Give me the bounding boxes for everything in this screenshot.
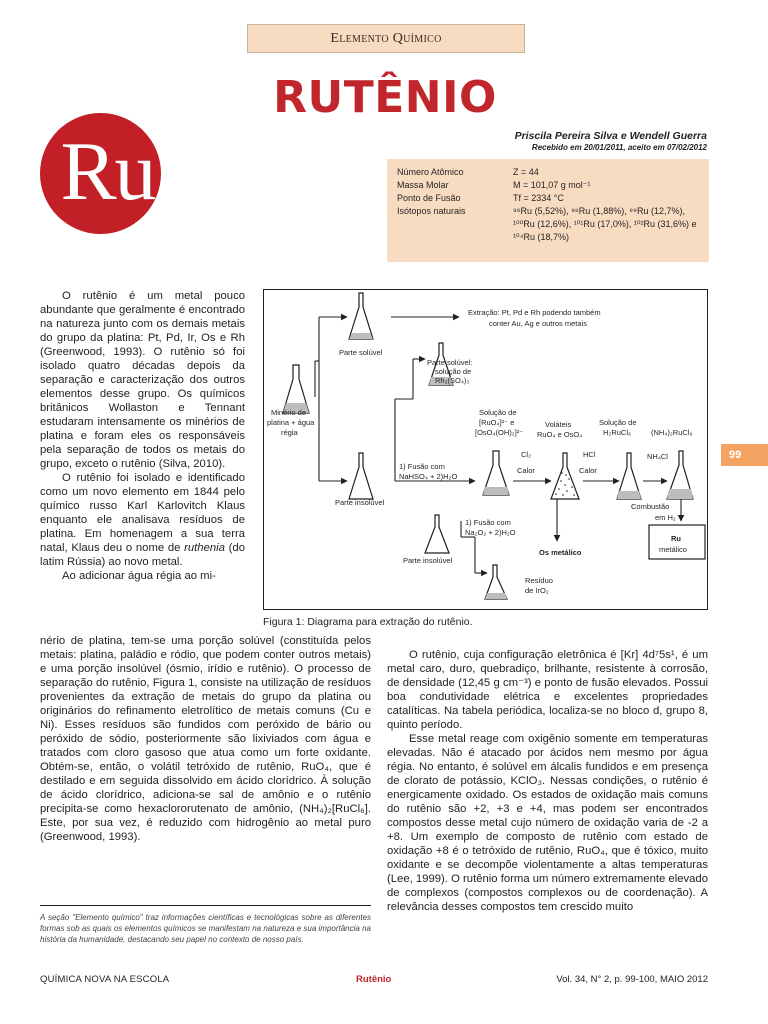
diagram-label: HCl (583, 450, 596, 459)
diagram-label: régia (281, 428, 298, 437)
diagram-label: Voláteis (545, 420, 572, 429)
diagram-label: Solução de (599, 418, 637, 427)
flask-fill (617, 491, 641, 499)
property-label: Ponto de Fusão (397, 193, 461, 203)
page-number-tab: 99 (721, 444, 768, 466)
diagram-label: Cl₂ (521, 450, 531, 459)
diagram-label: Parte solúvel: (427, 358, 473, 367)
diagram-label: Na₂O₂ + 2)H₂O (465, 528, 516, 537)
property-value: Tf = 2334 °C (513, 193, 564, 203)
properties-box (387, 159, 709, 262)
received-date: Recebido em 20/01/2011, aceito em 07/02/2012 (531, 143, 707, 152)
property-row (397, 205, 699, 244)
footer-journal: QUÍMICA NOVA NA ESCOLA (40, 974, 170, 985)
section-label: Elemento Químico (330, 31, 442, 46)
extraction-diagram (263, 289, 708, 610)
column-1-text (40, 289, 245, 583)
diagram-label: Parte insolúvel (403, 556, 453, 565)
property-value: M = 101,07 g mol⁻¹ (513, 180, 591, 190)
diagram-label: de IrO₂ (525, 586, 549, 595)
diagram-label: H₂RuCl₆ (603, 428, 632, 437)
footer-section: Rutênio (356, 974, 392, 985)
text-run: O rutênio foi isolado e identificado como um novo elemento em 1844 pelo químico russo Karl Karlovitch Klaus enquanto ele analisava resíduos de platina. Em homenagem a sua terra natal, Klaus deu o nome de (40, 472, 245, 554)
paragraph: Esse metal reage com oxigênio somente em temperaturas elevadas. Não é atacado por ácidos nem mesmo por água régia. No entanto, é solúvel em álcalis fundidos e em presença de clorato de potássio, KClO₃. Nessas condições, o rutênio é energicamente oxidado. Os estados de oxidação mais comuns do rutênio são +2, +3 e +4, mas podem ser encontrados compostos desse metal cujo número de oxidação varia de -2 a +8. Um exemplo de composto de rutênio com estado de oxidação +8 é o tetróxido de rutênio, RuO₄, que é tóxico, muito oxidante e se decompõe violentamente a altas temperaturas (Lee, 1999). O rutênio forma um número extremamente elevado de complexos (compostos complexos ou de coordenação). A relevância desses compostos tem crescido muito (387, 733, 708, 913)
diagram-label: 1) Fusão com (399, 462, 445, 471)
footnote: A seção "Elemento químico" traz informações científicas e tecnológicas sobre as diferentes formas sob as quais os elementos químicos se manifestam na natureza e sua importância na história da humanidade, destacando seu papel no contexto de nosso país. (40, 913, 371, 944)
property-label: Número Atômico (397, 167, 464, 177)
diagram-label: NH₄Cl (647, 452, 668, 461)
flask-insoluble-1 (349, 453, 373, 499)
property-value: ⁹⁶Ru (5,52%), ⁹⁸Ru (1,88%), ⁹⁹Ru (12,7%), ¹⁰⁰Ru (12,6%), ¹⁰¹Ru (17,0%), ¹⁰²Ru (31,6%) e ¹⁰⁴Ru (18,7%) (513, 206, 697, 242)
diagram-label: RuO₄ e OsO₄ (537, 430, 583, 439)
property-value: Z = 44 (513, 167, 539, 177)
diagram-label: [RuO₄]²⁻ e (479, 418, 515, 427)
flask-volatiles (551, 453, 579, 499)
diagram-label: Resíduo (525, 576, 553, 585)
diagram-label: NaHSO₄ + 2)H₂O (399, 472, 458, 481)
paragraph: nério de platina, tem-se uma porção solúvel (constituída pelos metais: platina, paládio e ródio, que podem conter outros metais) e uma porção insolúvel (ósmio, irídio e rutênio). O processo de separação do rutênio, Figura 1, consiste na utilização de resíduos provenientes da extração de metais do grupo da platina ou originários do refinamento eletrolítico de metais comuns (Cu e Ni). Esses resíduos são fundidos com peróxido de bário ou peróxido de sódio, posteriormente são lixiviados com água e tratados com cloro gasoso que atua como um forte oxidante. Obtém-se, então, o volátil tetróxido de rutênio, RuO₄, que é destilado e em seguida dissolvido em ácido clorídrico. À solução de ácido clorídrico, adiciona-se sal de amônio e o rutênio precipita-se como hexaclororutenato de amônio, (NH₄)₂[RuCl₆]. Este, por sua vez, é reduzido com hidrogênio ao metal puro (Greenwood, 1993). (40, 635, 371, 843)
diagram-label: Calor (579, 466, 597, 475)
footnote-divider (40, 905, 371, 906)
figure-caption: Figura 1: Diagrama para extração do rutênio. (263, 616, 473, 628)
diagram-label: Os metálico (539, 548, 582, 557)
diagram-label: Rh₂(SO₄)₃ (435, 376, 470, 385)
text-run: (do latim Rússia) ao novo metal. (40, 542, 245, 568)
diagram-label: Parte solúvel (339, 348, 383, 357)
column-1-continued (40, 634, 371, 844)
diagram-label: solução de (435, 367, 472, 376)
diagram-label: (NH₄)₂RuCl₆ (651, 428, 693, 437)
paragraph: Ao adicionar água régia ao mi- (62, 570, 216, 582)
footer-citation: Vol. 34, N° 2, p. 99-100, MAIO 2012 (556, 974, 708, 985)
column-2-text (387, 648, 708, 914)
flask-fill (667, 489, 693, 499)
flask-soluble (349, 293, 373, 339)
diagram-label: Calor (517, 466, 535, 475)
property-row (397, 192, 699, 205)
property-label: Massa Molar (397, 180, 449, 190)
diagram-label: Extração: Pt, Pd e Rh podendo também (468, 308, 601, 317)
authors: Priscila Pereira Silva e Wendell Guerra (514, 130, 707, 142)
diagram-label: conter Au, Ag e outros metais (489, 319, 587, 328)
diagram-label: platina + água (267, 418, 315, 427)
diagram-label: metálico (659, 545, 687, 554)
diagram-label: Solução de (479, 408, 517, 417)
diagram-label: Minério de (271, 408, 307, 417)
paragraph (40, 471, 245, 569)
paragraph: O rutênio, cuja configuração eletrônica é [Kr] 4d⁷5s¹, é um metal caro, duro, quebradiço, brilhante, resistente à corrosão, de densidade (12,45 g cm⁻³) e ponto de fusão elevados. Possui boa condutividade elétrica e excelentes propriedades catalíticas. Na tabela periódica, localiza-se no bloco d, grupo 8, quinto período. (387, 649, 708, 731)
diagram-label: Ru (671, 534, 681, 543)
element-symbol: Ru (60, 125, 155, 218)
section-header (247, 24, 525, 53)
diagram-label: em H₂ (655, 513, 676, 522)
property-row (397, 166, 699, 179)
diagram-label: 1) Fusão com (465, 518, 511, 527)
diagram-label: [OsO₄(OH)₂]²⁻ (475, 428, 524, 437)
property-label: Isótopos naturais (397, 206, 466, 216)
diagram-label: Combustão (631, 502, 670, 511)
flask-fill (485, 593, 507, 599)
latin-term: ruthenia (184, 542, 225, 554)
article-title: RUTÊNIO (273, 72, 497, 123)
property-row (397, 179, 699, 192)
flask-fill (349, 333, 373, 339)
diagram-label: Parte insolúvel (335, 498, 385, 507)
paragraph: O rutênio é um metal pouco abundante que geralmente é encontrado na natureza junto com os demais metais do grupo da platina: Pt, Pd, Ir, Os e Rh (Greenwood, 1993). O rutênio só foi isolado quatro décadas depois da separação e caracterização dos outros elementos desse grupo. Os químicos britânicos Wollaston e Tennant estudaram intensamente os minérios de platina e foram eles os responsáveis pela separação de todos os metais do grupo, exceto o rutênio (Silva, 2010). (40, 290, 245, 470)
flask-fill (483, 487, 509, 495)
flask-insoluble-2 (425, 515, 449, 553)
